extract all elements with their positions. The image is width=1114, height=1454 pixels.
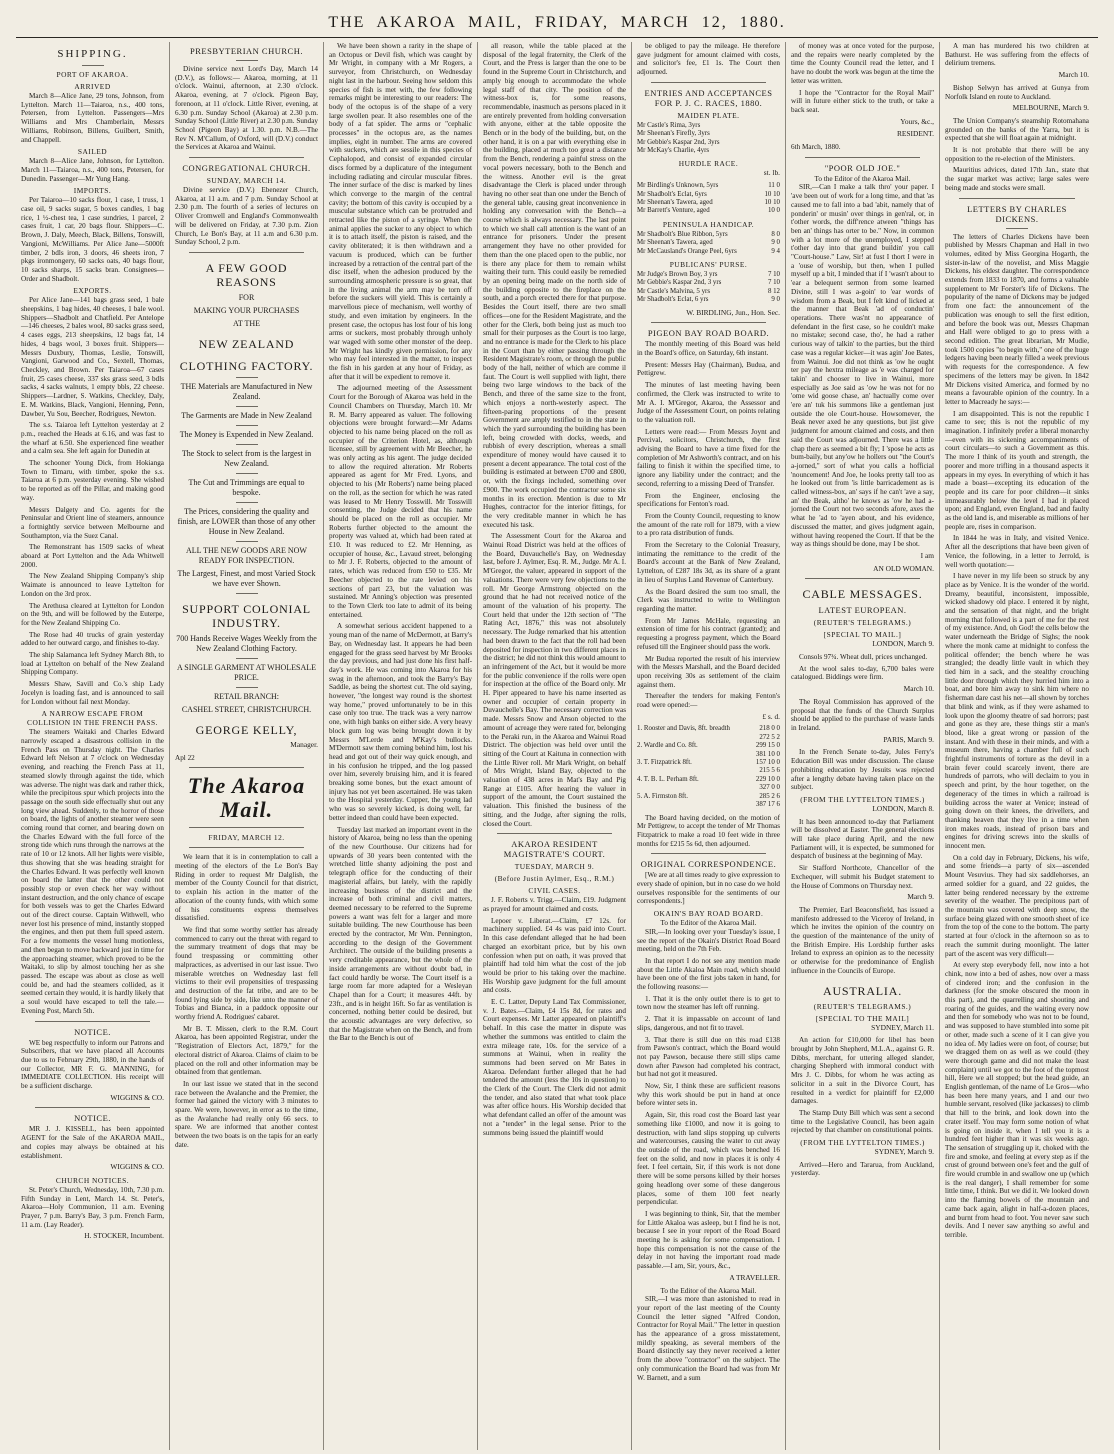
table-row xyxy=(637,191,780,199)
column-7 xyxy=(940,42,1094,1450)
shipping-paragraph: Messrs Dalgety and Co. agents for the Peninsular and Orient line of steamers, announce a fortnightly service between Melbourne and Southampton, via the Suez Canal. xyxy=(21,505,164,540)
cable-paragraph: A man has murdered his two children at Bathurst. He was suffering from the effects of delirium tremens. xyxy=(945,42,1089,68)
pigeon-bay-paragraph: From Mr James McHale, requesting an extension of time for his contract (granted); and requesting a progress payment, which the Board refused till the Engineer should pass the work. xyxy=(637,616,780,651)
entry-value: 272 5 2 xyxy=(759,733,780,741)
divider xyxy=(236,687,258,688)
okains-bay-heading: OKAIN'S BAY ROAD BOARD. xyxy=(653,909,764,919)
editorial-paragraph: Mr B. T. Missen, clerk to the R.M. Court Akaroa, has been appointed Registrar, under the "Registration of Electors Act, 1879," for the electoral district of Akaroa. Claims of claim to be placed on the roll and other information may be obtained from that gentleman. xyxy=(175,1024,318,1077)
cable-paragraph: The Royal Commission has approved of the proposal that the funds of the Church Surplus should be applied to the purchase of waste lands in Ireland. xyxy=(791,697,934,732)
hurdle-race-heading: HURDLE RACE. xyxy=(678,159,739,169)
cable-paragraph: The Stamp Duty Bill which was sent a second time to the Legislative Council, has been again rejected by that chamber on constitutional points. xyxy=(791,1108,934,1135)
divider xyxy=(236,444,258,445)
advert-retail: RETAIL BRANCH: xyxy=(213,691,280,701)
handicap-heading: PENINSULA HANDICAP. xyxy=(662,219,755,229)
pigeon-bay-paragraph: From the Secretary to the Colonial Treasury, intimating the remittance to the credit of the Board's account at the Bank of New Zealand, Lyttelton, of £287 18s 3d, as its share of a grant in lieu of Surplus Land Revenue of Canterbury. xyxy=(637,541,780,584)
entry-value: 387 17 6 xyxy=(755,801,780,809)
letter-paragraph: SIR,—I was more than astonished to read in your report of the last meeting of the County Council the letter signed "Alfred Condon, Contractor for Royal Mail." The letter in question has the appearance of a gross misstatement, mildly speaking, as several members of the Board distinctly say they never received a letter from the above "contractor" on the subject. The only communication the Board had was from Mr W. Barnett, and a sum xyxy=(637,1295,780,1382)
divider xyxy=(497,833,612,834)
advert-reason: The Prices, considering the quality and finish, are LOWER than those of any other House in New Zealand. xyxy=(177,506,316,536)
table-row xyxy=(637,271,780,279)
dateline: MELBOURNE, March 9. xyxy=(1012,103,1089,113)
notice-text: MR J. J. KISSELL, has been appointed AGENT for the Sale of the AKAROA MAIL, and copies may always be obtained at his establishment. xyxy=(21,1125,164,1160)
reuters-note: (REUTER'S TELEGRAMS.) xyxy=(813,618,912,628)
cable-paragraph: It is not probable that there will be any opposition to the re-election of the Ministers. xyxy=(945,146,1089,163)
entry-value: 7 10 xyxy=(767,270,780,278)
advert-reason: The Cut and Trimmings are equal to bespoke. xyxy=(188,477,305,497)
pigeon-bay-paragraph: From the County Council, requesting to know the amount of the rate roll for 1879, with a view to a pro rata distribution of funds. xyxy=(637,511,780,538)
advert-street: CASHEL STREET, CHRISTCHURCH. xyxy=(181,704,312,714)
shipping-paragraph: The s.s. Taiaroa left Lyttelton yesterday at 2 p.m., reached the Heads at 6.16, and was fast to the wharf at 6.50. She experienced fine weather and a calm sea. She left again for Dunedin at xyxy=(21,421,164,456)
australia-heading: AUSTRALIA. xyxy=(823,983,902,998)
advert-reason: The Largest, Finest, and most Varied Stock we have ever Shown. xyxy=(177,568,316,588)
entry-name: Mr Shadbolt's Eclat, 6yrs xyxy=(637,190,707,198)
entry-value: 215 5 6 xyxy=(759,767,780,775)
letter-paragraph: of money was at once voted for the purpose, and the repairs were nearly completed by the time the County Council read the letter, and I have no doubt the work was begun at the time the letter was written. xyxy=(791,42,934,85)
entry-value: 8 0 xyxy=(771,230,780,238)
entry-value: 299 15 0 xyxy=(755,742,780,750)
editorial-paragraph: In our last issue we stated that in the second race between the Avalanche and the Premier, the former had gained the victory with 3 minutes to spare. We were, however, in error as to the time, as the Avalanche had really only 66 secs. to spare. We are informed that another contest between the two boats is on the tapis for an early date. xyxy=(175,1079,318,1149)
accident-paragraph: A somewhat serious accident happened to a young man of the name of McDermott, at Barry's Bay, on Wednesday last. It appears he had been engaged for the grass seed harvest by Mr Brooks the day previous, and had just done his first half-day's work. He was coming into Akaroa for his swag in the afternoon, and took the Barry's Bay Saddle, as being the shortest cut. The old saying, however, "the longest way round is the shortest way home," proved unfortunately to be in this case only too true. The track was a very narrow one, with high banks on either side. A very heavy block gum log was being brought down it by Messrs M'Lerde and M'Kay's bullocks. M'Dermott saw them coming behind him, lost his head and got out of their way quick enough, and in his confusion he tripped, and the log passed over him, severely bruising him, and it is feared breaking some bones, but the exact amount of injury has not yet been ascertained. He was taken to the Hospital yesterday. Cupper, the young lad who was so severely kicked, is doing well, far better indeed than could have been expected. xyxy=(329,622,472,822)
church-signature: H. STOCKER, Incumbent. xyxy=(84,1231,164,1241)
advert-reason: The Stock to select from is the largest in New Zealand. xyxy=(181,448,312,468)
advert-manager: Manager. xyxy=(290,739,318,749)
divider xyxy=(651,82,766,83)
entry-name: Mr Sheenan's Firefly, 3yrs xyxy=(637,130,710,138)
letter-signature: A TRAVELLER. xyxy=(729,1272,780,1282)
dickens-paragraph: I am disappointed. This is not the republic I came to see; this is not the republic of my imagination. I infinitely prefer a liberal monarchy—even with its sickening accompaniments of court circulars—to such a Government as this. The more I think of its youth and strength, the poorer and more trifling in a thousand aspects it appears in my eyes. In everything of which it has made a boast—excepting its education of the people and its care for poor children—it sinks immeasurably below the level I had it placed upon; and England, even England, bad and faulty as the old land is, and miserable as millions of her people are, rises in comparison. xyxy=(945,409,1089,531)
entry-name: 3. T. Fitzpatrick 8ft. xyxy=(637,759,692,767)
weight-units: st. lb. xyxy=(763,168,780,178)
divider xyxy=(236,658,258,659)
table-row xyxy=(637,296,780,304)
letter-paragraph: SIR,—Can I make a talk thro' your paper. I 'ave been out of work for a long time, and that 'as caused me to fall into a bad 'abit, namely that of ponderin' or musin' over things in gen'ral, or, in t'other words, the diff'rence atween "things has ben an' things has orter to be." Now, in common with a lot more of the unemployed, I stepped t'other day into that grand buildin' you call "Court-house." Law, Sir! at fust I thort I were in a 'ouse of worship, but then, when I pulled myself up a bit, I minded that if I 'wasn't about to 'ear a belequent sermon from some learned Divine, still I was a-goin' to 'ear words of wisdom from a Beak, but I felt kind of licked at the manner that Beak 'ad of conductin' operations. There was'nt no appearance of defendant in the first case, so he couldn't make no mistake; second case, tho', he had a rather curious way of talkin' to the parties, but the third case was a regular kicker—it was agin' Joe Bates, from Wainui. Joe did not think as 'ow he ought ter pay the hextra mileage as 'e was charged for takin' and chooser to live in Wainui, more especially as Joe said as 'ow he was not for no 'ome wid goose chase, an' hactually come over 'ere an' tuk his summons like a gentleman just outside the ole Court-house. Howsomever, the Beak never axed he any questions, but jist give judgment for amount claimed and costs, and then said the Court was adjourned. There was a little chap there as seemed a bit fly; I 'spose he acts as bum-baily, but any'ow he hollers out "the Court's a-jorned," sort of what you calls a hofficial 'nouncement! And Joe, he looks pretty tall too as he looked out from 'is little barricadement as is called witness-box, an' says if he can't 'ave a say, an' the Beak, altho' he knows as 'ow he had a-jorned the Court not two seconds afore, axes the what he 'ad to 'ayen about, and his evidence, discussed the matter, and gives judgment again, without having reopened the Court. If that be the way as things should be done, may I be shot. xyxy=(791,183,934,549)
entry-value: 229 10 0 xyxy=(755,775,780,783)
divider xyxy=(189,252,304,253)
advert-name: GEORGE KELLY, xyxy=(195,722,298,737)
entry-value: 11 0 xyxy=(768,182,780,190)
table-row xyxy=(637,122,780,130)
table-row xyxy=(637,139,780,147)
divider xyxy=(651,853,766,854)
entry-name xyxy=(637,784,751,792)
column-3 xyxy=(324,42,478,1450)
correspondence-note: [We are at all times ready to give expression to every shade of opinion, but in no case do we hold ourselves responsible for the sentiments of our correspondents.] xyxy=(637,871,780,906)
presbyterian-heading: PRESBYTERIAN CHURCH. xyxy=(190,46,303,56)
entry-value: 8 12 xyxy=(767,287,780,295)
pigeon-bay-paragraph: Thereafter the tenders for making Fenton's road were opened:— xyxy=(637,692,780,710)
entry-value: 10 0 xyxy=(767,207,780,215)
columns xyxy=(16,42,1098,1450)
letter-paragraph: Now, Sir, I think these are sufficient reasons why this work should be put in hand at once before winter sets in. xyxy=(637,1082,780,1108)
letter-paragraph: In that report I do not see any mention made about the Little Akaloa Main road, which should have been one of the first jobs taken in hand, for the following reasons:— xyxy=(637,956,780,992)
divider xyxy=(805,157,920,158)
advert-title: A FEW GOOD REASONS xyxy=(205,260,288,289)
notice-text: WE beg respectfully to inform our Patrons and Subscribers, that we have placed all Accounts due to us to February 29th, 1880, in the hands of our Collector, MR F. G. MANNING, for IMMEDIATE COLLECTION. His receipt will be a sufficient discharge. xyxy=(21,1038,164,1091)
entry-name: 1. Rooster and Davis, 8ft. breadth xyxy=(637,725,731,733)
letter-salutation: To the Editor of the Akaroa Mail. xyxy=(814,174,911,183)
column-5 xyxy=(632,42,786,1450)
entry-value: 10 10 xyxy=(764,190,780,198)
divider xyxy=(189,847,304,848)
dickens-paragraph: On a cold day in February, Dickens, his wife, and some friends—a party of six—ascended Mount Vesuvius. They had six saddlehorses, an armed soldier for a guard, and 22 guides, the latter being rendered necessary by the extreme severity of the weather. The precipitous part of the mountain was covered with deep snow, the surface being glazed with one smooth sheet of ice from the top of the cone to the bottom. The party started at four o'clock in the afternoon so as to reach the summit during moonlight. The latter part of the ascent was very difficult— xyxy=(945,853,1089,958)
advert-reason: The Money is Expended in New Zealand. xyxy=(179,429,314,439)
pigeon-bay-paragraph: Letters were read:— From Messrs Joynt and Percival, solicitors, Christchurch, the first advising the Board to have a time fixed for the completion of Mr Ashworth's contract, and on his failing to finish it within the specified time, to ignore any liability under the contract; and the second, referring to a missing Deed of Transfer. xyxy=(637,427,780,488)
dateline: March 9. xyxy=(907,892,934,902)
entry-name: Mr Gebbie's Kaspar 2nd, 3yrs xyxy=(637,138,720,146)
pigeon-bay-heading: PIGEON BAY ROAD BOARD. xyxy=(647,328,770,339)
editorial-paragraph: We learn that it is in contemplation to call a meeting of the electors of the Le Bon's Bay Riding in order to request Mr Dalglish, the member of the County Council for that district, to explain his action in the matter of the allocation of the county funds, with which some of his constituents express themselves dissatisfied. xyxy=(175,853,318,923)
rm-court-heading: AKAROA RESIDENT MAGISTRATE'S COURT. xyxy=(503,839,606,860)
rm-case: J. F. Roberts v. Trigg.—Claim, £19. Judgment as prayed for amount claimed and costs. xyxy=(483,896,626,913)
congregational-text: Divine service (D.V.) Ebenezer Church, Akaroa, at 11 a.m. and 7 p.m. Sunday School at 2.30 p.m. The fourth of a series of lectures on Oliver Cromwell and England's Commonwealth will be delivered on Friday, at 7.30 p.m. Zion Church, Le Bon's Bay, at 11 a.m and 6.30 p.m. Sunday School, 2 p.m. xyxy=(175,186,318,247)
letter-paragraph: SIR,—In looking over your Tuesday's issue, I see the report of the Okain's District Road Board meeting, held on the 7th Feb. xyxy=(637,927,780,954)
editorial-paragraph: We find that some worthy settler has already commenced to carry out the threat with regard to the summary treatment of dogs that may be found trespassing or committing other malpractices, as advertised in our last issue. Two miserable wretches on Wednesday last fell victims to their evil propensities of trespassing and destruction of the fat tribe, and are to be found lying side by side, like unto the manner of Tobias and Bianca, in a paddock opposite our worthy friend A. Rodrigues' cabaret. xyxy=(175,925,318,1022)
imports-text: Per Taiaroa—10 sacks flour, 1 case, 1 truss, 1 case oil, 9 sacks sugar, 5 boxes candles, 1 bag rice, 1 ½-chest tea, 1 case sundries, 1 parcel, 2 cases fruit, 1 car, 20 bags flour. Shippers—C. Brown, J. Daly, Meech, Black, Billens, Tonswill, Vangioni, McWilliams. Per Alice Jane—5000ft timber, 2 bdls iron, 3 doors, 46 sheets iron, 7 pkgs ironmongery, 60 sacks oats, 40 bags flour, 10 sacks sharps, 15 sacks bran. Consignees—Order and Shadbolt. xyxy=(21,196,164,283)
exports-text: Per Alice Jane—141 bags grass seed, 1 bale sheepskins, 1 bag hides, 40 cheeses, 1 bale wool. Shippers—Shadbolt and Chatfield. Per Antelope—146 cheeses, 2 bales wool, 80 sacks grass seed, 4 cases eggs, 213 sheepskins, 12 bags fat, 14 hides, 4 bags wool, 3 boxes fruit. Shippers—Messrs Duxbury, Thomas, Leslie, Tonswill, Vangioni, Garwood and Co., Sextell, Thomas, Checkley, and Brown. Per Taiaroa—67 cases fruit, 25 cases cheese, 337 sks grass seed, 3 bdls sacks, 4 sacks walnuts, 1 empty bbls, 22 cheese. Shippers—Lardner, S. Watkins, Checkley, Daly, E. M. Watkins, Black, Vangioni, Henning, Penn, Dawber, Yu Sou, Beecher, Rodrigues, Newton. xyxy=(21,296,164,418)
lyttelton-times-note: (FROM THE LYTTELTON TIMES.) xyxy=(800,794,925,804)
church-notices-text: St. Peter's Church, Wednesday, 10th, 7.30 p.m. Fifth Sunday in Lent, March 14. St. Peter's, Akaroa—Holy Communion, 11 a.m. Evening Prayer, 7 p.m. Barry's Bay, 3 p.m. French Farm, 11 a.m. (Lay Reader). xyxy=(21,1185,164,1229)
dickens-paragraph: At every step everybody fell, now into a hot chink, now into a bed of ashes, now over a mass of cindered iron; and the confusion in the darkness (for the smoke obscured the moon in this part), and the quarrelling and shouting and roaring of the guides, and the waiting every now and then for somebody who was not to be found, and was supposed to have stumbled into some pit or other, made such a scene of it I can give you no idea of. My ladies were on foot, of course; but we dragged them on as well as we could (they were thorough game and did not make the least complaint) until we got to the foot of the topmost hill, Here we all stopped; but the head guide, an English gentleman, of the name of Le Gros—who has been here many years, and I and our two humble servant, resolved (like jackasses) to climb that hill to the brink, and look down into the crater itself. You may form some notion of what is going on inside it, when I tell you it is a hundred feet higher than it was six weeks ago. The sensation of struggling up it, choked with the fire and smoke, and feeling at every step as if the crust of ground between one's feet and the gulf of fire would crumble in and swallow one up (which is the real danger), I shall remember for some little time, I think. But we did it. We looked down into the flaming bowels of the mountain and came back again, alight in half-a-dozen places, and burnt from head to foot. You never saw such devils. And I never saw anything so awful and terrible. xyxy=(945,961,1089,1239)
entry-name: Mr Sheenan's Tawera, aged xyxy=(637,239,713,247)
letter-salutation: To the Editor of the Akaroa Mail. xyxy=(660,919,757,928)
entry-value: 7 10 xyxy=(767,279,780,287)
pigeon-bay-paragraph: From the Engineer, enclosing the specifications for Fenton's road. xyxy=(637,491,780,509)
rm-case: Lepoer v. Liberat.—Claim, £7 12s. for machinery supplied. £4 4s was paid into Court. In this case defendant alleged that he had been charged an exorbitant price, but by his own confession when put on oath, it was proved that plaintiff had told him what the cost of the job would be prior to his taking over the machine. His Worship gave judgment for the full amount and costs. xyxy=(483,916,626,995)
entry-name: Mr Barrett's Venture, aged xyxy=(637,207,710,215)
courthouse-paragraph: all reason, while the table placed at the disposal of the legal fraternity, the Clerk of the Court, and the Press is larger than the one to be found in the Supreme Court in Christchurch, and amply big enough to accommodate the whole legal staff of that city. The position of the witness-box is, for some reasons, recommendable, inasmuch as persons placed in it are entirely prevented from holding conversation with anyone, either at the table opposite the Bench or in the body of the building, but, on the other hand, it is on a par with everything else in the building, placed at much too great a distance from the Bench, rendering a painful stress on the vocal powers necessary, both to the Bench and the witness. Another evil is the great disadvantage the Clerk is placed under through having no other seat than one under the Bench of the general table, causing great inconvenience in holding any conversation with the Bench—a course which is always necessary. The last point to which we shall call attention is the want of an entrance for prisoners. Under the present arrangement they have no other provided for them than the one placed open to the public, nor is there any place for them to remain whilst waiting their turn. This could easily be remedied by an opening being made on the north side of the building opposite to the fireplace on the south, and a porch erected there for that purpose. Besides the Court itself, there are two small offices—one for the Resident Magistrate, and the other for the Clerk, both being just as much too small for their purposes as the Court is too large, and no entrance is made for the Clerk to his place in the Court than by either passing through the Resident Magistrate's room, or through the public body of the hall, neither of which are comme il faut. The Court is well supplied with light, there being two large windows to the back of the Bench, and three of the same size to the front, which enjoys a north-westerly aspect. The fifteen-paring proportions of the present Government are amply testified to in the state in which the yard surrounding the building has been left, being crowded with docks, weeds, and rubbish of every description, whereas a small expenditure of money would have caused it to present a decent appearance. The total cost of the building is estimated at between £700 and £800, or, with the fixings included, something over £900. The work occupied the contractor some six months in its erection. Mention is due to Mr Hughes, contractor for the interior fittings, for the very creditable manner in which he has executed his task. xyxy=(483,42,626,529)
entry-name: Mr Shadbolt's Eclat, 6 yrs xyxy=(637,296,709,304)
collision-heading: A NARROW ESCAPE FROM COLLISION IN THE FRENCH PASS. xyxy=(27,709,158,728)
letter-paragraph: 3. That there is still due on this road £138 from Pawson's contract, which the Board would not pay Pawson, because there still slips came down after Pawson had completed his contract, but had not got it measured. xyxy=(637,1035,780,1079)
notice-signature: WIGGINS & CO. xyxy=(110,1092,164,1102)
races-signature: W. BIRDLING, Jun., Hon. Sec. xyxy=(686,307,780,317)
pigeon-bay-paragraph: Mr Budua reported the result of his interview with the Messrs Marshall, and the Board decided upon receiving 30s as settlement of the claim against them. xyxy=(637,654,780,689)
arrived-heading: ARRIVED xyxy=(74,82,111,91)
special-note: [SPECIAL TO THE MAIL] xyxy=(815,1013,910,1023)
latest-european-heading: LATEST EUROPEAN. xyxy=(818,605,907,616)
rm-court-date: TUESDAY, MARCH 9. xyxy=(514,862,595,872)
table-row xyxy=(637,207,780,215)
advert-reason: THE Materials are Manufactured in New Zealand. xyxy=(180,381,313,401)
maiden-plate-heading: MAIDEN PLATE. xyxy=(677,110,740,120)
shipping-heading: SHIPPING. xyxy=(57,48,128,60)
entry-value: 381 10 0 xyxy=(755,750,780,758)
entry-name: Mr Gebbie's Kaspar 2nd, 3 yrs xyxy=(637,279,722,287)
entry-value: 157 10 0 xyxy=(755,759,780,767)
dickens-heading: LETTERS BY CHARLES DICKENS. xyxy=(967,203,1067,224)
entry-value: 9 0 xyxy=(771,239,780,247)
nameplate: The Akaroa Mail. xyxy=(187,773,306,823)
table-row xyxy=(637,130,780,138)
divider xyxy=(236,425,258,426)
rm-case: E. C. Latter, Deputy Land Tax Commissioner, v. J. Bates.—Claim, £4 15s 8d, for rates and Court expenses. Mr Latter appeared on plaintiff's behalf. In this case the matter in dispute was whether the summons was entitled to claim the extra mileage rate, 10s. for the service of a summons at Wainui, when in reality the summons had been served on Mr Bates in Akaroa. Defendant further alleged that he had tendered the amount (less the 10s in question) to the Clerk of the Court. The Clerk did not admit the tender, and also stated that what took place was after office hours. His Worship decided that what defendant called an offer of the amount was not a "tender" in the legal sense. Prior to the summons being issued the plaintiff would xyxy=(483,998,626,1137)
cable-paragraph: Mauritius advices, dated 17th Jan., state that the sugar market was active; large sales were being made and stocks were small. xyxy=(945,166,1089,192)
presbyterian-text: Divine service next Lord's Day, March 14 (D.V.), as follows:— Akaroa, morning, at 11 o'clock. Wainui, afternoon, at 2.30 o'clock. Akaroa, evening, at 7 o'clock. Pigeon Bay, forenoon, at 11 o'clock. Little River, evening, at 6.30 p.m. Sunday School (Akaroa) at 2.30 p.m. Sunday School (Little River) at 2.30 p.m. Sunday School (Pigeon Bay) at 1.30. p.m. N.B.—The Rev N. M'Callum, of Oxford, will (D.V.) conduct the Services at Akaroa and Wainui. xyxy=(175,65,318,152)
dateline: March 10. xyxy=(903,684,934,694)
table-row xyxy=(637,734,780,742)
advert-support: SUPPORT COLONIAL INDUSTRY. xyxy=(182,601,311,630)
entry-value: 218 0 0 xyxy=(759,725,780,733)
congregational-heading: CONGREGATIONAL CHURCH. xyxy=(182,163,311,174)
cable-paragraph: Sir Stafford Northcote, Chancellor of the Exchequer, will submit his Budget statement to the House of Commons on Thursday next. xyxy=(791,864,934,890)
dateline: SYDNEY, March 9. xyxy=(874,1147,934,1157)
masthead: THE AKAROA MAIL, FRIDAY, MARCH 12, 1880. xyxy=(16,14,1098,38)
dateline: March 10. xyxy=(1058,70,1089,80)
port-heading: PORT OF AKAROA. xyxy=(56,70,129,79)
entry-name xyxy=(637,801,751,809)
exports-heading: EXPORTS. xyxy=(73,286,112,296)
divider xyxy=(236,406,258,407)
divider xyxy=(236,60,258,61)
divider xyxy=(189,767,304,768)
table-row xyxy=(637,776,780,784)
letter-date: 6th March, 1880. xyxy=(791,143,841,152)
dickens-paragraph: The letters of Charles Dickens have been published by Messrs Chapman and Hall in two volumes, edited by Miss Georgina Hogarth, the sister-in-law of the novelist, and Miss Maggie Dickens, his eldest daughter. The correspondence extends from 1833 to 1870, and forms a valuable supplement to Mr Forster's life of Dickens. The popularity of the name of Dickens may be judged from one fact: the announcement of the publication was enough to sell the first edition, and before the book was out, Messrs Chapman and Hall were obliged to go to press with a second edition. The great librarian, Mr Mudie, took 1500 copies "to begin with," one of the huge ledgers having been nearly filled a week previous with requests for the correspondence. A few specimens of the letters may be given. In 1842 Mr Dickens visited America, and formed by no means a favourable opinion of the country. In a letter to Macready he says:— xyxy=(945,232,1089,406)
cable-paragraph: At the wool sales to-day, 6,700 bales were catalogued. Biddings were firm. xyxy=(791,664,934,682)
entry-name xyxy=(637,751,751,759)
pigeon-bay-paragraph: The minutes of last meeting having been confirmed, the Clerk was instructed to write to Mr A. I. M'Gregor, Akaroa, the Assessor and Judge of the Assessment Court, on points relating to the valuation roll. xyxy=(637,381,780,424)
divider xyxy=(651,322,766,323)
cable-paragraph: Bishop Selwyn has arrived at Gunya from Norfolk Island en route to Auckland. xyxy=(945,83,1089,101)
races-heading: ENTRIES AND ACCEPTANCES FOR P. J. C. RACES, 1880. xyxy=(644,87,773,108)
tenders-table xyxy=(637,725,780,809)
pigeon-bay-paragraph: The Board having decided, on the motion of Mr Pettigrew, to accept the tender of Mr Thomas Fitzpatrick to make a road 10 feet wide in three months for £215 5s 6d, then adjourned. xyxy=(637,813,780,848)
entry-value: 9 0 xyxy=(771,296,780,304)
entry-name: Mr McKay's Charlie, 4yrs xyxy=(637,147,710,155)
table-row xyxy=(637,288,780,296)
table-row xyxy=(637,759,780,767)
entry-name xyxy=(637,734,751,742)
dateline: LONDON, March 8. xyxy=(872,803,934,813)
divider xyxy=(236,377,258,378)
entry-name: Mr McCausland's Orange Peel, 6yrs xyxy=(637,247,737,255)
shipping-paragraph: The Remonstrant has 1509 sacks of wheat aboard at Port Lyttelton and the Ada Whitwell 2000. xyxy=(21,543,164,569)
table-row xyxy=(637,793,780,801)
table-row xyxy=(637,279,780,287)
dateline: PARIS, March 9. xyxy=(883,734,934,744)
sailed-text: March 8—Alice Jane, Johnson, for Lyttelton. March 11—Taiaroa, n.s., 400 tons, Petersen, for Dunedin. Passenger—Mr Yung Hang. xyxy=(21,157,164,183)
advert-reason: 700 Hands Receive Wages Weekly from the New Zealand Clothing Factory. xyxy=(176,633,317,653)
cable-messages-heading: CABLE MESSAGES. xyxy=(802,587,923,602)
shipping-paragraph: The ship Salamanca left Sydney March 8th, to load at Lyttelton on behalf of the New Zealand Shipping Company. xyxy=(21,651,164,677)
divider xyxy=(1006,228,1028,229)
entry-name: 4. T. B. L. Perham 8ft. xyxy=(637,775,699,783)
cable-paragraph: The Union Company's steamship Rotomahana grounded on the banks of the Yarra, but it is expected that she will float again at midnight. xyxy=(945,116,1089,143)
rm-case: be obliged to pay the mileage. He therefore gave judgment for amount claimed with costs, and solicitor's fee, £1 1s. The Court then adjourned. xyxy=(637,42,780,77)
advert-reason: ALL THE NEW GOODS ARE NOW READY FOR INSPECTION. xyxy=(186,545,307,565)
reuters-note: (REUTER'S TELEGRAMS.) xyxy=(813,1001,912,1011)
entry-value: 9 4 xyxy=(771,247,780,255)
courthouse-paragraph: Tuesday last marked an important event in the history of Akaroa, being no less than the opening of the new Courthouse. Our citizens had for upwards of 30 years been contented with the wretched little shanty adjoining the post and telegraph office for the conducting of their magisterial affairs, but lately, with the rapidly increasing business of the district and the increase of both criminal and civil matters, deemed necessary to be referred to the Supreme powers a want was felt for a larger and more suitable building. The new Courthouse has been erected by the contractor, Mr Wm. Pennington, according to the design of the Government Architect. The outside of the building presents a very creditable appearance, but the whole of the inside arrangements are without doubt bad, in fact could hardly be worse. The Court itself is a large room far more adapted for a Wesleyan Chapel than for a Court; it measures 44ft. by 23ft., and is in height 16ft. So far as ventilation is concerned, nothing better could be desired, but the acoustic advantages are very defective, so that the Magistrate when on the Bench, and from the Bar to the Bench is out of xyxy=(329,825,472,1043)
maiden-plate-table xyxy=(637,122,780,156)
letter-paragraph: Again, Sir, this road cost the Board last year something like £1000, and now it is going to destruction, with land slips stopping up culverts and watercourses, causing the water to cut away the outside of the road, which was benched 16 feet on the solid, and now in places it is only 4 feet. I feel certain, Sir, if this work is not done there will be some persons killed by their horses going headlong over some of these dangerous places, some of them 100 feet nearly perpendicular. xyxy=(637,1111,780,1207)
rm-court-before: (Before Justin Aylmer, Esq., R.M.) xyxy=(494,874,615,884)
advert-reason: A SINGLE GARMENT AT WHOLESALE PRICE. xyxy=(176,662,317,682)
column-4 xyxy=(478,42,632,1450)
column-1 xyxy=(16,42,170,1450)
collision-text: The steamers Waitaki and Charles Edward narrowly escaped a disastrous collision in the French Pass on Thursday night. The Charles Edward left Nelson at 7 o'clock on Wednesday evening, and reaching the French Pass at 11, steamed slowly through against the tide, which was adverse. The night was dark and rather thick, while the precipitous spur which projects into the passage on the south side effectually shut out any long view ahead. Suddenly, to the horror of those on board, the lights of another steamer were seen coming round that corner, and bearing down on the Charles Edward with the full force of the strong tide which runs through the narrows at the rate of 10 or 12 knots. All her lights were visible, thus showing that she was heading straight for the Charles Edward. It was perfectly well known on board the latter that the other could not possibly stop or even check her way without instant destruction, and the only chance of escape for both vessels was to get the Charles Edward out of the direct course. Captain Withwell, who never lost his presence of mind, instantly stopped the engines, and then put them full speed astern. For a few moments the vessel hung motionless, and then began to move backward just in time for the approaching steamer, which proved to be the Waitaki, to slip by almost touching her as she passed. The escape was about as close as well could be, and had the steamers collided, as it seemed certain they would, it is hardly likely that a soul would have escaped to tell the tale.—Evening Post, March 5th. xyxy=(21,728,164,1015)
shipping-paragraph: The Rose had 40 trucks of grain yesterday added to her outward cargo, and finishes to-day. xyxy=(21,630,164,648)
road-district-paragraph: The Assessment Court for the Akaroa and Wainui Road District was held at the offices of the Board, Duvauchelle's Bay, on Wednesday last, before J. Aylmer, Esq. R. M., Judge. Mr A. I. M'Gregor, the valuer, appeared in support of the valuations. There were very few objections to the roll. Mr George Armstrong objected on the ground that he had not received notice of the amount of the valuation of his property. The Court held that under the 12th section of "The Rating Act, 1876," this was not absolutely necessary. The Judge remarked that his attention had been drawn to the fact that the roll had been deposited for inspection in two different places in the district; he did not think this would amount to an infringement of the Act, but it would be more for the public convenience if the rolls were open for inspection at the office of the Board only. Mr H. Piper appeared to have his name inserted as owner and occupier of certain property in Duvauchelle's Bay. The necessary correction was made. Messrs Snow and Anson objected to the amount of acreage they were rated for, belonging to the Peraki run, in the Akaroa and Wainui Road District. The objection was held over until the sitting of the Court at Kaituna in connection with the Little River roll. Mr Mark Wright, on behalf of Mrs Wright, Island Bay, objected to the valuation of 438 acres in Mat's Bay and Pig Range at £105. After hearing the valuer in support of the amount, the Court sustained the valuation. This finished the business of the sitting, and the Judge, after signing the rolls, closed the Court. xyxy=(483,532,626,828)
letter-paragraph: I was beginning to think, Sir, that the member for Little Akaloa was asleep, but I find he is not, because I see in your report of the Road Board meeting he is asking for some compensation. I hope this compensation is not the cause of the delay in not having the important road made passable.—I am, Sir, yours, &c., xyxy=(637,1209,780,1271)
cable-paragraph: The Premier, Earl Beaconsfield, has issued a manifesto addressed to the Viceroy of Ireland, in which he invites the opinion of the country on the question of the maintenance of the unity of the British Empire. His Lordship further asks Ireland to express an opinion as to the necessity or otherwise for the predominance of English influence in the Councils of Europe. xyxy=(791,905,934,975)
entry-value: 10 10 xyxy=(764,198,780,206)
letter-closing: Yours, &c., xyxy=(900,116,934,126)
table-row xyxy=(637,239,780,247)
table-row xyxy=(637,725,780,733)
special-note: [SPECIAL TO MAIL.] xyxy=(823,630,902,640)
lyttelton-times-note: (FROM THE LYTTELTON TIMES.) xyxy=(800,1138,925,1148)
cable-paragraph: An action for £10,000 for libel has been brought by John Shepherd, M.L.A., against G. R. Dibbs, merchant, for uttering alleged slander, charging Shepherd with immoral conduct with Mrs J. C. Dibbs, for whom he was acting as solicitor in a suit in the Divorce Court, has resulted in a verdict for plaintiff for £2,000 damages. xyxy=(791,1036,934,1106)
divider xyxy=(35,1021,150,1022)
advert-line: FOR xyxy=(238,292,255,302)
advert-reason: The Garments are Made in New Zealand xyxy=(181,410,312,420)
divider xyxy=(35,1107,150,1108)
divider xyxy=(82,65,104,66)
advert-line: AT THE xyxy=(232,318,261,328)
letter-closing: I am xyxy=(920,550,934,560)
pigeon-bay-paragraph: The monthly meeting of this Board was held in the Board's office, on Saturday, 6th instant. xyxy=(637,340,780,358)
letter-paragraph: 2. That it is impassable on account of land slips, dangerous, and not fit to travel. xyxy=(637,1015,780,1032)
table-row xyxy=(637,784,780,792)
purse-heading: PUBLICANS' PURSE. xyxy=(669,259,748,269)
advert-line: NEW ZEALAND xyxy=(198,336,295,351)
entry-name: Mr Shadbolt's Blue Ribbon, 5yrs xyxy=(637,230,728,238)
shipping-paragraph: The Arethusa cleared at Lyttelton for London on the 9th, and will be followed by the Euterpe, for the New Zealand Shipping Co. xyxy=(21,601,164,627)
octopus-paragraph: We have been shown a rarity in the shape of an Octopus or Devil fish, which was caught by Mr Wright, in company with a Mr Rogers, a surveyor, from Christchurch, on Wednesday night last in the harbour. Seeing how seldom this species of fish is met with, the few following remarks might be interesting to our readers: The body of the octopus is of the shape of a very large swollen pear. It also resembles one of the body of a fat spider. The arms or "cephalic processes" in the octopus are, as the names implies, eight in number. The arms are covered with suckers, which are sessile in this species of Cephalopod, and consist of expanded circular discs formed by a duplicature of the integument including radiating and circular muscular fibres. The inner surface of the disc is marked by lines which converge to the margin of the central cavity; the bottom of this cavity is occupied by a muscular substance which can be protruded and retracted like the piston of a syringe. When the animal applies the sucker to any object to which it is to attach itself, the piston is raised, and the cavity obliterated; it is then withdrawn and a vacuum is produced, which can be further increased by a retraction of the central part of the disc itself, when the adhesion produced by the surrounding atmospheric pressure is so great, that in the living animal the arm may be torn off before the suckers will yield. This is certainly a marvellous piece of mechanism, well worthy of study, and even imitation by engineers. In the present case, the octopus has lost four of his long arms or suckers, most probably through unholy war waged with some other monster of the deep. Mr Wright has kindly given permission, for any who may feel interested in the matter, to inspect the fish in his garden at any hour of Friday, as after that it will be expedient to remove it. xyxy=(329,42,472,381)
poor-old-joe-heading: "POOR OLD JOE." xyxy=(824,162,901,173)
correspondence-heading: ORIGINAL CORRESPONDENCE. xyxy=(640,859,777,870)
cable-paragraph: Arrived—Hero and Tararua, from Auckland, yesterday. xyxy=(791,1160,934,1178)
advert-line: CLOTHING FACTORY. xyxy=(179,358,314,373)
entry-name: 5. A. Firmston 8ft. xyxy=(637,792,688,800)
cable-paragraph: Consols 97¾. Wheat dull, prices unchanged. xyxy=(799,653,928,662)
entry-name: Mr Birdling's Unknown, 5yrs xyxy=(637,182,719,190)
table-row xyxy=(637,801,780,809)
divider xyxy=(236,473,258,474)
entry-value: 285 2 6 xyxy=(759,792,780,800)
entry-name: Mr Castle's Malvina, 5 yrs xyxy=(637,287,711,295)
dateline: SYDNEY, March 11. xyxy=(871,1022,934,1032)
table-row xyxy=(637,248,780,256)
entry-name xyxy=(637,767,751,775)
tender-units: £ s. d. xyxy=(762,711,780,721)
shipping-paragraph: The schooner Young Dick, from Hokianga Town to Timaru, with timber, spoke the s.s. Taiaroa at 6 p.m. yesterday evening. She wished to be reported as off the Pillar, and making good way. xyxy=(21,459,164,502)
entry-name: 2. Wardle and Co. 8ft. xyxy=(637,742,698,750)
imports-heading: IMPORTS. xyxy=(73,186,112,196)
cable-paragraph: In the French Senate to-day, Jules Ferry's Education Bill was under discussion. The clause prohibiting education by Jesuits was rejected after a lengthy debate having taken place on the subject. xyxy=(791,748,934,792)
editorial-dateline: FRIDAY, MARCH 12. xyxy=(208,833,285,843)
entry-name: Mr Sheenan's Tawera, aged xyxy=(637,198,713,206)
hurdle-race-table xyxy=(637,182,780,216)
divider xyxy=(236,593,258,594)
table-row xyxy=(637,751,780,759)
letter-paragraph: 1. That it is the only outlet there is to get to town now the steamer has left off running. xyxy=(637,994,780,1012)
table-row xyxy=(637,199,780,207)
handicap-table xyxy=(637,231,780,256)
dateline: LONDON, March 9. xyxy=(872,639,934,649)
pigeon-bay-paragraph: Present: Messrs Hay (Chairman), Budua, and Pettigrew. xyxy=(637,360,780,378)
cable-paragraph: It has been announced to-day that Parliament will be dissolved at Easter. The general elections will take place during April, and the new Parliament will, it is expected, be summoned for despatch of business at the beginning of May. xyxy=(791,817,934,861)
sailed-heading: SAILED xyxy=(77,147,108,157)
dickens-paragraph: I have never in my life been so struck by any place as by Venice. It is the wonder of the world. Dreamy, beautiful, inconsistent, impossible, wicked shadowy old place. I entered it by night, and the sensation of that night, and the bright morning that followed is a part of me for the rest of my existence. And, oh God! the cells below the water underneath the Bridge of Sighs; the nook where the monk came at midnight to confess the political offender; the bench where he was strangled; the deadly little vault in which they tied him in a sack, and the stealthy crouching little door through which they hurried him into a boat, and bore him away to sink him where no fisherman dare cast his net—all shown by torches that blink and wink, as if they were ashamed to look upon the gloomy theatre of sad horrors; past and gone as they are, these things stir a man's blood, like a great wrong or passion of the instant. And with these in their minds, and with a museum there, having a chamber full of such frightful instruments of torture as the devil in a brain fever could scarcely invent, there are hundreds of parrots, who will declaim to you in speech and print, by the hour together, on the degeneracy of the times in which a railroad is building across the water at Venice; instead of going down on their knees, the drivellers, and thanking heaven that they live in a time when iron makes roads, instead of prison bars and engines for driving screws into the skulls of innocent men. xyxy=(945,572,1089,851)
entry-value: 327 0 0 xyxy=(759,784,780,792)
notice-heading: NOTICE. xyxy=(74,1026,111,1037)
shipping-paragraph: Messrs Shaw, Savill and Co.'s ship Lady Jocelyn is loading fast, and is announced to sail for London without fail next Monday. xyxy=(21,680,164,706)
entry-name: Mr Castle's Rima, 3yrs xyxy=(637,121,701,129)
purse-table xyxy=(637,271,780,305)
assessment-court-paragraph: The adjourned meeting of the Assessment Court for the Borough of Akaroa was held in the Council Chambers on Thursday, March 10. Mr R. M. Barry appeared as valuer. The following objections were brought forward:—Mr Adams objected to his name being placed on the roll as occupier of the Criterion Hotel, as, although licensee, still by agreement with Mr Beecher, he was only acting as his agent. The judge decided to allow the required alteration. Mr Roberts appeared as agent for Mr Fred. Lyons, and objected to his (Mr Roberts') name being placed on the roll, as the section for which he was rated was leased to Mr Henry Tosswill. Mr Tosswill consenting, the Judge decided that his name should be placed on the roll as occupier. Mr Roberts further objected to the amount the property was valued at, which had been rated at £10. It was reduced to £2. Mr Henning, as occupier of house, &c., Lavaud street, belonging to Mr J. F. Roberts, objected to the amount of rates, which was reduced from £50 to £35. Mr Beecher objected to the rate levied on his sections of part 23, but the valuation was sustained. Mr Anning's objection was presented to the Town Clerk too late to admit of its being entertained. xyxy=(329,384,472,619)
divider xyxy=(805,578,920,579)
entry-name: Mr Judge's Brown Boy, 3 yrs xyxy=(637,270,718,278)
dickens-paragraph: In 1844 he was in Italy, and visited Venice. After all the descriptions that have been given of Venice, the following, in a letter to Jerrold, is well worth quotation:— xyxy=(945,534,1089,569)
divider xyxy=(189,827,304,828)
divider xyxy=(959,198,1075,199)
table-row xyxy=(637,231,780,239)
letter-salutation: To the Editor of the Akaroa Mail. xyxy=(660,1286,757,1295)
letter-signature: AN OLD WOMAN. xyxy=(873,563,934,573)
divider xyxy=(189,157,304,158)
letter-signature: RESIDENT. xyxy=(896,129,934,139)
letter-paragraph: I hope the "Contractor for the Royal Mail" will in future either stick to the truth, or take a back seat. xyxy=(791,88,934,114)
notice-signature: WIGGINS & CO. xyxy=(110,1162,164,1172)
congregational-date: SUNDAY, MARCH 14. xyxy=(206,176,287,186)
notice-heading: NOTICE. xyxy=(74,1113,111,1124)
table-row xyxy=(637,182,780,190)
church-notices-heading: CHURCH NOTICES. xyxy=(55,1175,130,1185)
divider xyxy=(236,502,258,503)
arrived-text: March 8—Alice Jane, 29 tons, Johnson, from Lyttelton. March 11—Taiaroa, n.s., 400 tons, Petersen, from Lyttelton. Passengers—Mrs Williams and Mrs Chamberlain, Messrs Williams, Robinson, Billens, Guilbert, Smith, and Chappell. xyxy=(21,92,164,144)
advert-date: Apl 22 xyxy=(175,753,195,762)
column-2 xyxy=(170,42,324,1450)
table-row xyxy=(637,147,780,155)
advert-line: MAKING YOUR PURCHASES xyxy=(193,305,300,315)
pigeon-bay-paragraph: As the Board desired the sum too small, the Clerk was instructed to write to Wellington regarding the matter. xyxy=(637,587,780,613)
column-6 xyxy=(786,42,940,1450)
rm-civil-heading: CIVIL CASES. xyxy=(528,886,581,896)
shipping-paragraph: The New Zealand Shipping Company's ship Waimate is announced to leave Lyttelton for London on the 3rd prox. xyxy=(21,572,164,598)
divider xyxy=(236,541,258,542)
table-row xyxy=(637,767,780,775)
table-row xyxy=(637,742,780,750)
